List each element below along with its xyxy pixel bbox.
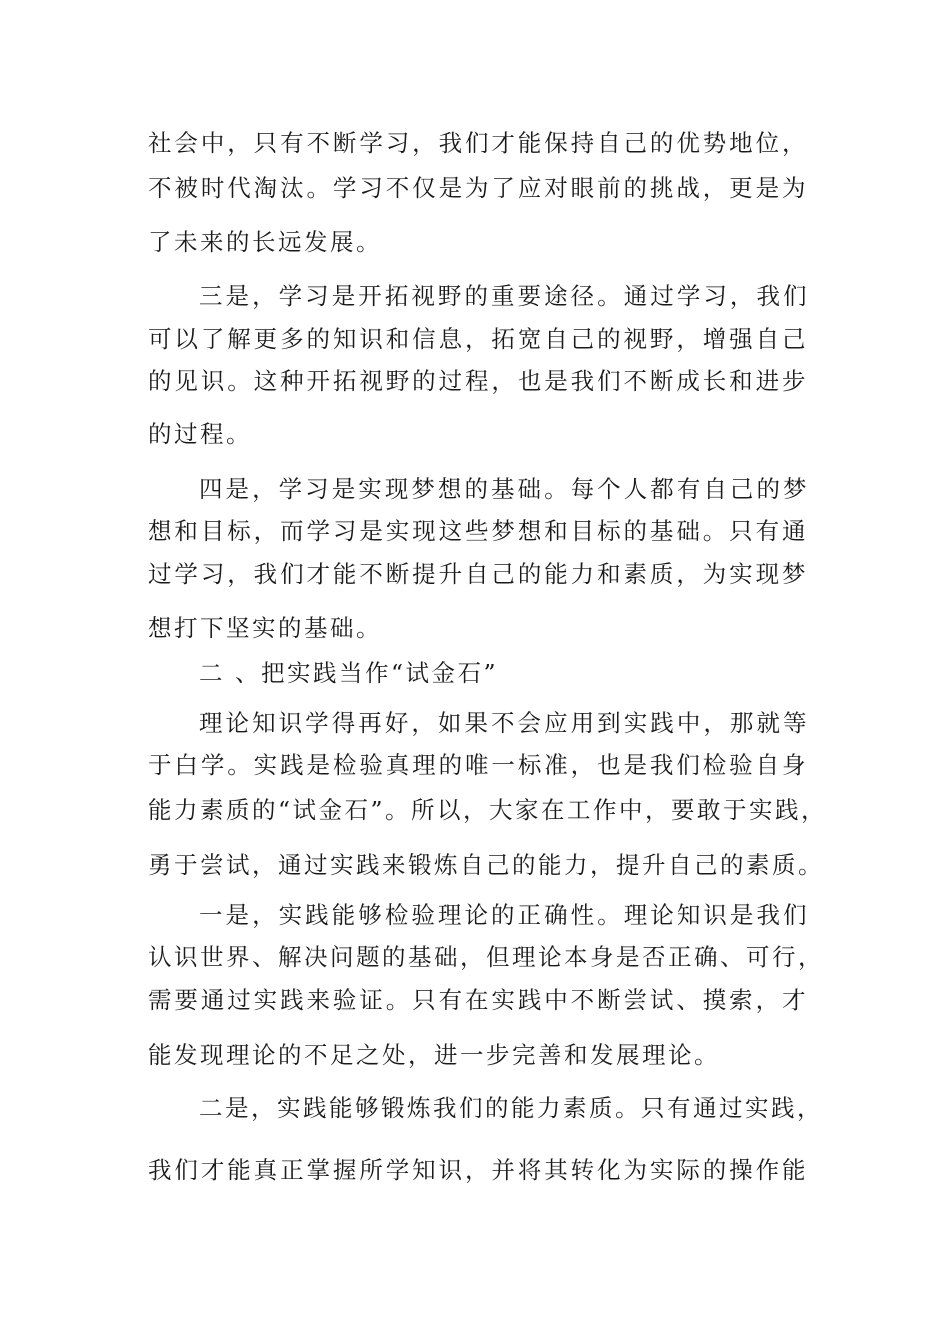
text-line: 的过程。 bbox=[148, 420, 252, 448]
section-heading: 二 、把实践当作“试金石” bbox=[199, 659, 498, 687]
text-line: 不被时代淘汰。学习不仅是为了应对眼前的挑战，更是为 bbox=[148, 174, 808, 202]
text-line: 勇于尝试，通过实践来锻炼自己的能力，提升自己的素质。 bbox=[148, 851, 824, 879]
text-line: 我们才能真正掌握所学知识，并将其转化为实际的操作能 bbox=[148, 1156, 808, 1184]
text-line: 能发现理论的不足之处，进一步完善和发展理论。 bbox=[148, 1041, 720, 1069]
paragraph-start-line: 一是，实践能够检验理论的正确性。理论知识是我们 bbox=[199, 901, 809, 929]
text-line: 能力素质的“试金石”。所以，大家在工作中，要敢于实践， bbox=[148, 796, 828, 824]
text-line: 过学习，我们才能不断提升自己的能力和素质，为实现梦 bbox=[148, 560, 808, 588]
text-line: 了未来的长远发展。 bbox=[148, 228, 382, 256]
text-line: 想打下坚实的基础。 bbox=[148, 614, 382, 642]
text-line: 需要通过实践来验证。只有在实践中不断尝试、摸索，才 bbox=[148, 986, 808, 1014]
text-line: 可以了解更多的知识和信息，拓宽自己的视野，增强自己 bbox=[148, 325, 808, 353]
text-line: 于白学。实践是检验真理的唯一标准，也是我们检验自身 bbox=[148, 751, 808, 779]
text-line: 的见识。这种开拓视野的过程，也是我们不断成长和进步 bbox=[148, 367, 808, 395]
paragraph-start-line: 理论知识学得再好，如果不会应用到实践中，那就等 bbox=[199, 709, 809, 737]
paragraph-start-line: 二是，实践能够锻炼我们的能力素质。只有通过实践， bbox=[199, 1094, 823, 1122]
paragraph-start-line: 四是，学习是实现梦想的基础。每个人都有自己的梦 bbox=[199, 475, 809, 503]
paragraph-start-line: 三是，学习是开拓视野的重要途径。通过学习，我们 bbox=[199, 282, 809, 310]
text-line: 想和目标，而学习是实现这些梦想和目标的基础。只有通 bbox=[148, 517, 808, 545]
text-line: 社会中，只有不断学习，我们才能保持自己的优势地位， bbox=[148, 129, 808, 157]
text-line: 认识世界、解决问题的基础，但理论本身是否正确、可行， bbox=[148, 943, 824, 971]
